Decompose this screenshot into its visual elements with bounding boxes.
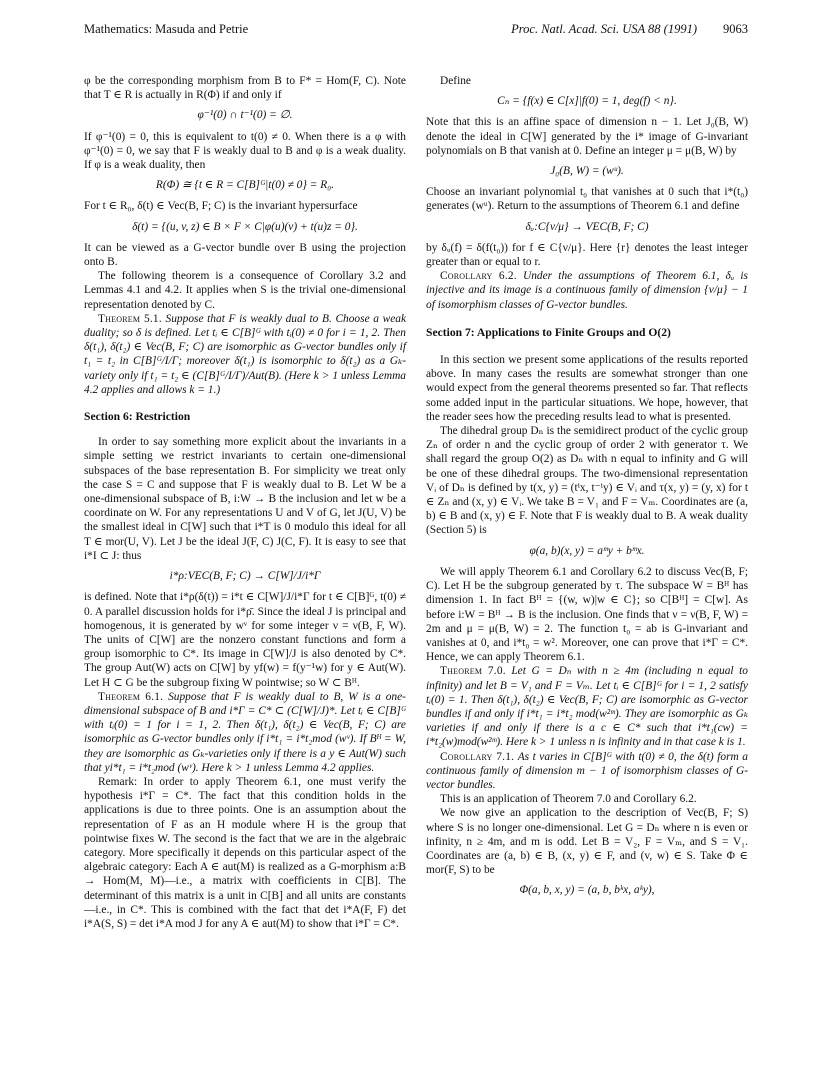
paragraph: If φ⁻¹(0) = 0, this is equivalent to t(0) ≠ 0. When there is a φ with φ⁻¹(0) = 0, we say that F is weakly dual to B and φ is a weak duality. If φ is a weak duality, then xyxy=(84,130,406,172)
corollary-text: Under the assumptions of Theorem 6.1, δᵤ is injective and its image is a continuous family of dimension {ν/μ} − 1 of isomorphism classes of G-vector bundles. xyxy=(426,270,748,311)
remark: Remark: In order to apply Theorem 6.1, one must verify the hypothesis i*Γ = C*. The fact that this condition holds in the applications is due to three points. One is an assumption about the representation of F as an H module where H is the group that pointwise fixes W. The second is the fact that we are in the algebraic category. More specifically it depends on this particular aspect of the algebraic category: Each A ∈ aut(M) is realized as a G-morphism a:B → Hom(M, M)—i.e., a matrix with coefficients in C[B]. The determinant of this matrix is a unit in C[B] and all units are constants—i.e., in C*. This is combined with the fact that det i*A(F, F) det i*A(S, S) = det i*A mod J for any A ∈ aut(M) to show that i*Γ = C*. xyxy=(84,775,406,930)
equation: R(Φ) ≅ {t ∈ R = C[B]ᴳ|t(0) ≠ 0} = R₀. xyxy=(155,179,335,192)
paragraph: Choose an invariant polynomial t₀ that vanishes at 0 such that i*(t₀) generates (wᵘ). Return to the assumptions of Theorem 6.1 and define xyxy=(426,186,748,213)
page-header xyxy=(84,22,748,40)
equation: φ⁻¹(0) ∩ t⁻¹(0) = ∅. xyxy=(197,109,293,122)
equation: δ(t) = {(u, v, z) ∈ B × F × C|φ(u)(v) + t(u)z = 0}. xyxy=(132,220,358,233)
paragraph: We now give an application to the description of Vec(B, F; S) where S is no longer one-dimensional. Let G = Dₙ where n is even or infinity, n ≥ 4m, and m is odd. Let B = V₂, F = Vₘ, and S = V₁. Coordinates are (a, b) ∈ B, (x, y) ∈ F, and (v, w) ∈ S. Take Φ ∈ mor(F, S) to be xyxy=(426,807,748,877)
paragraph: In order to say something more explicit about the invariants in a simple setting we restrict invariants to certain one-dimensional subspaces of the base representation B. For simplicity we treat only the case S = C and suppose that F is weakly dual to B. Let W be a one-dimensional subspace of B, i:W → B the inclusion and let w be a coordinate on W. For any representations U and V of G, let J(U, V) be the smallest ideal in C[W] such that i*T is 0 modulo this ideal for all T ∈ mor(U, V). Let J be the ideal J(F, C) J(C, F). It is easy to see that i*I ⊂ J: thus xyxy=(84,436,406,562)
equation: Φ(a, b, x, y) = (a, b, bᵏx, aᵏy), xyxy=(519,884,655,897)
paragraph: It can be viewed as a G-vector bundle over B using the projection onto B. xyxy=(84,241,406,269)
journal-citation xyxy=(511,22,748,37)
equation: Cₙ = {f(x) ∈ C[x]|f(0) = 1, deg(f) < n}. xyxy=(497,95,677,108)
left-column xyxy=(84,74,406,931)
theorem-text: Let G = Dₙ with n ≥ 4m (including n equal to infinity) and let B = V₁ and F = Vₘ. Let tᵢ ∈ C[B]ᴳ for i = 1, 2 satisfy tᵢ(0) = 1. Then δ(t₁), δ(t₂) ∈ Vec(B, F; C) are isomorphic as G-vector bundles if and only if i*t₁ = i*t₂ mod(w²ᵐ). They are isomorphic as Gₖ varieties if and only if there is a c ∈ C* such that i*t₁(cw) = i*t₂(w)mod(w²ᵐ). Here k > 1 unless n is infinity and in that case k is 1. xyxy=(426,665,748,749)
equation: i*ρ:VEC(B, F; C) → C[W]/J/i*Γ xyxy=(169,570,321,583)
corollary-label: Corollary 6.2. xyxy=(440,270,517,283)
paragraph: For t ∈ R₀, δ(t) ∈ Vec(B, F; C) is the invariant hypersurface xyxy=(84,200,358,213)
section-heading: Section 6: Restriction xyxy=(84,410,191,424)
theorem-6-1 xyxy=(84,690,406,775)
section-heading: Section 7: Applications to Finite Groups and O(2) xyxy=(426,325,671,339)
theorem-label: Theorem 5.1. xyxy=(98,312,162,325)
running-head: Mathematics: Masuda and Petrie xyxy=(84,22,249,36)
theorem-text: Suppose that F is weakly dual to B. Choose a weak duality; so δ is defined. Let tᵢ ∈ C[B]ᴳ with tᵢ(0) ≠ 0 for i = 1, 2. Then δ(t₁), δ(t₂) ∈ Vec(B, F; C) are isomorphic as G-vector bundles only if t₁ = t₂ in C[B]ᴳ/I/Γ; moreover δ(t₁) is isomorphic to δ(t₂) as a Gₖ-variety only if t₁ = t₂ ∈ (C[B]ᴳ/I/Γ)/Aut(B). (Here k > 1 unless Lemma 4.2 applies and allows k = 1.) xyxy=(84,312,407,396)
paragraph: by δᵤ(f) = δ(f(t₀)) for f ∈ C{ν/μ}. Here {r} denotes the least integer greater than or equal to r. xyxy=(426,241,748,269)
equation: J₀(B, W) = (wᵘ). xyxy=(550,165,624,178)
paragraph: The dihedral group Dₙ is the semidirect product of the cyclic group Zₙ of order n and the cyclic group of order 2 with generator τ. We shall regard the group O(2) as Dₙ with n equal to infinity and G will be one of these dihedral groups. The two-dimensional representation Vᵢ of Dₙ is defined by t(x, y) = (tⁱx, t⁻ⁱy) ∈ Vᵢ and τ(x, y) = (y, x) for t ∈ Zₙ and (x, y) ∈ Vᵢ. We take B = V₁ and F = Vₘ. Coordinates are (a, b) ∈ B and (x, y) ∈ F. Note that F is weakly dual to B. A weak duality (Section 5) is xyxy=(426,425,748,537)
paragraph: This is an application of Theorem 7.0 and Corollary 6.2. xyxy=(440,793,697,806)
theorem-label: Theorem 7.0. xyxy=(440,665,506,678)
corollary-text: As t varies in C[B]ᴳ with t(0) ≠ 0, the δ(t) form a continuous family of dimension m − 1 of isomorphism classes of G-vector bundles. xyxy=(426,750,748,791)
theorem-7-0 xyxy=(426,664,748,749)
paragraph: In this section we present some applications of the results reported above. In many cases the results are somewhat stronger than one would expect from the general theorems presented so far. That reflects some added input in the particular situations. We hope, however, that the reader sees how the preceding results lead to what is presented. xyxy=(426,354,748,423)
paragraph: Note that this is an affine space of dimension n − 1. Let J₀(B, W) denote the ideal in C[W] generated by the i* image of G-invariant polynomials on B that vanish at 0. Define an integer μ = μ(B, W) by xyxy=(426,116,748,157)
theorem-label: Theorem 6.1. xyxy=(98,690,164,703)
paragraph: We will apply Theorem 6.1 and Corollary 6.2 to discuss Vec(B, F; C). Let H be the subgroup generated by τ. The subspace W = Bᴴ has dimension 1. In fact Bᴴ = {(w, w)|w ∈ C}; so C[Bᴴ] = C[w]. As before i:W = Bᴴ → B is the inclusion. One finds that ν = ν(B, F, W) = 2m and μ = μ(B, W) = 2. The function t₀ = ab is G-invariant and vanishes at 0, and i*t₀ = w². Moreover, one can prove that i*Γ = C*. Hence, we can apply Theorem 6.1. xyxy=(426,565,748,664)
corollary-label: Corollary 7.1. xyxy=(440,750,515,763)
paragraph: φ be the corresponding morphism from B to F* = Hom(F, C). Note that T ∈ R is actually in R(Φ) if and only if xyxy=(84,75,406,102)
theorem-text: Suppose that F is weakly dual to B, W is a one-dimensional subspace of B and i*Γ = C* ⊂ (C[W]/J)*. Let tᵢ ∈ C[B]ᴳ with tᵢ(0) = 1 for i = 1, 2. Then δ(t₁), δ(t₂) ∈ Vec(B, F; C) are isomorphic as G-vector bundles only if i*t₁ = i*t₂mod (wᵛ). If Bᴴ = W, they are isomorphic as Gₖ-varieties only if there is a y ∈ Aut(W) such that yi*t₁ = i*t₂mod (wᵛ). Here k > 1 unless Lemma 4.2 applies. xyxy=(84,690,406,774)
paragraph: is defined. Note that i*ρ(δ(t)) = i*t ∈ C[W]/J/i*Γ for t ∈ C[B]ᴳ, t(0) ≠ 0. A parallel discussion holds for i*ρ̄. Since the ideal J is principal and homogenous, it is generated by wᵛ for some integer ν = ν(B, F, W). The units of C[W] are the nonzero constant functions and form a group isomorphic to C*. Its image in C[W]/J is also denoted by C*. The group Aut(W) acts on C[W] by yf(w) = f(y⁻¹w) for y ∈ Aut(W). Let H ⊂ G be the subgroup fixing W pointwise; so W ⊂ Bᴴ. xyxy=(84,591,406,689)
equation: δᵤ:C{ν/μ} → VEC(B, F; C) xyxy=(525,220,649,233)
paragraph: Define xyxy=(440,75,471,87)
journal-name: Proc. Natl. Acad. Sci. USA 88 (1991) xyxy=(511,22,697,36)
page-number: 9063 xyxy=(723,22,748,36)
corollary-7-1 xyxy=(426,750,748,793)
theorem-5-1 xyxy=(84,312,406,397)
equation: φ(a, b)(x, y) = aᵐy + bᵐx. xyxy=(529,544,645,557)
corollary-6-2 xyxy=(426,269,748,312)
paragraph: The following theorem is a consequence of Corollary 3.2 and Lemmas 4.1 and 4.2. It applies when S is the trivial one-dimensional representation denoted by C. xyxy=(84,270,406,311)
right-column xyxy=(426,74,748,905)
